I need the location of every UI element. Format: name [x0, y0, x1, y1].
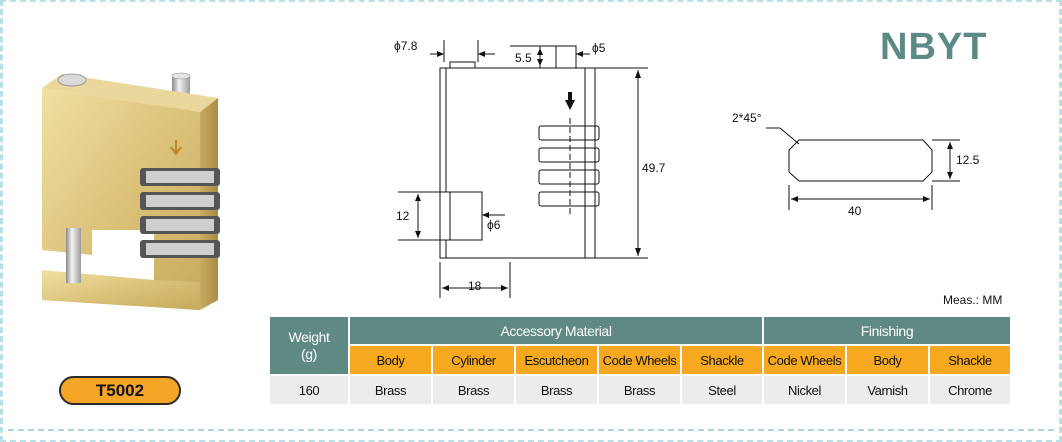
weight-header [270, 317, 348, 374]
col-finish-code-wheels: Code Wheels [764, 346, 845, 374]
dim-chamfer: 2*45° [732, 111, 762, 125]
units-note: Meas.: MM [943, 293, 1003, 307]
val-body: Brass [350, 376, 431, 404]
dim-hole-diameter: ϕ6 [487, 218, 501, 232]
weight-value: 160 [270, 376, 348, 404]
dim-thickness: 12.5 [956, 153, 980, 167]
val-finish-body: Varnish [847, 376, 928, 404]
dim-width: 40 [848, 204, 862, 218]
col-finish-body: Body [847, 346, 928, 374]
col-code-wheels: Code Wheels [599, 346, 680, 374]
col-shackle: Shackle [682, 346, 762, 374]
val-shackle: Steel [682, 376, 762, 404]
col-body: Body [350, 346, 431, 374]
dim-opening-width: 18 [468, 279, 482, 293]
model-badge: T5002 [59, 376, 181, 405]
val-escutcheon: Brass [516, 376, 597, 404]
val-code-wheels: Brass [599, 376, 680, 404]
val-finish-shackle: Chrome [930, 376, 1010, 404]
weight-label: Weight [288, 328, 330, 345]
finishing-header: Finishing [764, 317, 1010, 344]
dim-body-height: 49.7 [642, 161, 666, 175]
accessory-material-header: Accessory Material [350, 317, 762, 344]
col-cylinder: Cylinder [433, 346, 514, 374]
col-escutcheon: Escutcheon [516, 346, 597, 374]
spec-table [270, 317, 1010, 404]
col-finish-shackle: Shackle [930, 346, 1010, 374]
bottom-dashed-divider [8, 429, 1054, 431]
dim-shackle-diameter: ϕ7.8 [394, 39, 418, 53]
dim-pin-diameter: ϕ5 [592, 41, 606, 55]
dim-shackle-opening: 12 [396, 209, 410, 223]
dim-pin-length: 5.5 [515, 51, 532, 65]
val-finish-code-wheels: Nickel [764, 376, 845, 404]
brand-logo: NBYT [880, 26, 988, 68]
weight-unit: (g) [301, 345, 317, 362]
val-cylinder: Brass [433, 376, 514, 404]
